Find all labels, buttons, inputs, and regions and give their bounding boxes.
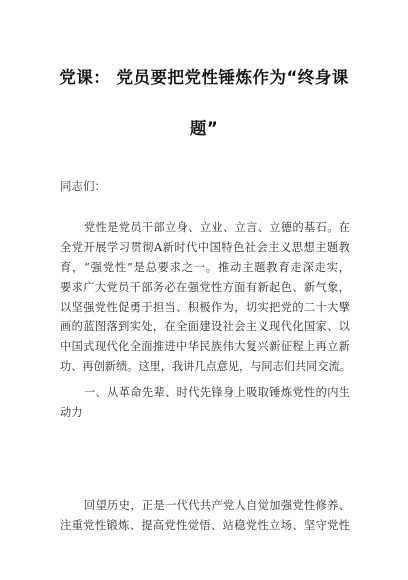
paragraph-line: 育，“强党性”是总要求之一。推动主题教育走深走实，	[60, 260, 350, 274]
paragraph-line: 回望历史，正是一代代共产党人自觉加强党性修养、	[84, 499, 350, 512]
paragraph-intro	[60, 218, 350, 377]
paragraph-history	[60, 496, 350, 536]
salutation: 同志们：	[60, 179, 106, 193]
paragraph-line: 要求广大党员干部务必在强党性方面有新起色、新气象，	[60, 280, 350, 294]
paragraph-line: 党性是党员干部立身、立业、立言、立德的基石。在	[84, 221, 350, 234]
paragraph-line: 功、再创新绩。这里，我讲几点意见，与同志们共同交流。	[60, 360, 351, 374]
paragraph-line: 画的蓝图落到实处，在全面建设社会主义现代化国家、以	[60, 320, 350, 334]
paragraph-line: 以坚强党性促勇于担当、积极作为，切实把党的二十大擘	[60, 300, 350, 314]
section-heading-1	[60, 383, 350, 423]
heading-line: 一、从革命先辈、时代先锋身上吸取锤炼党性的内生	[84, 386, 350, 399]
heading-line: 动力	[60, 405, 83, 419]
paragraph-line: 注重党性锻炼、提高党性觉悟、站稳党性立场、坚守党性	[60, 518, 350, 532]
paragraph-line: 全党开展学习贯彻A新时代中国特色社会主义思想主题教	[60, 240, 350, 254]
paragraph-line: 中国式现代化全面推进中华民族伟大复兴新征程上再立新	[60, 340, 350, 354]
document-title-line-2: 题”	[189, 119, 219, 138]
document-title-line-1: 党课： 党员要把党性锤炼作为“终身课	[59, 68, 349, 87]
